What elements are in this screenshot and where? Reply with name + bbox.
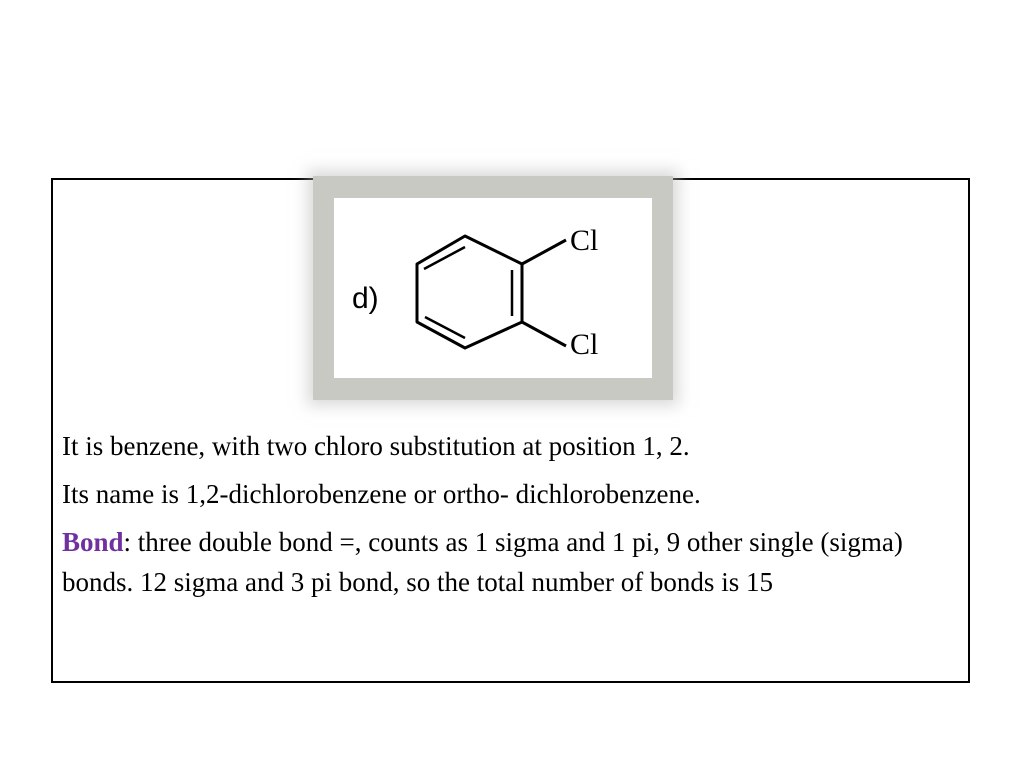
cl-top-label: Cl: [570, 224, 599, 257]
explanation-text: [62, 426, 966, 602]
structure-figure: [334, 198, 652, 378]
bond-paragraph: [62, 522, 966, 602]
figure-label: d): [352, 282, 379, 315]
double-bond-bottom-left: [425, 317, 465, 338]
benzene-ring: [417, 236, 522, 348]
bond-description: : three double bond =, counts as 1 sigma and 1 pi, 9 other single (sigma) bonds. 12 sigma and 3 pi bond, so the total number of bonds is 15: [62, 527, 903, 597]
dichlorobenzene-structure: [334, 198, 652, 378]
structure-figure-frame: [313, 176, 673, 400]
bond-to-cl-top: [522, 240, 566, 264]
description-line-2: Its name is 1,2-dichlorobenzene or ortho- dichlorobenzene.: [62, 479, 701, 509]
bond-term: Bond: [62, 527, 124, 557]
bond-to-cl-bottom: [522, 322, 566, 346]
description-line-1: It is benzene, with two chloro substitution at position 1, 2.: [62, 431, 690, 461]
cl-bottom-label: Cl: [570, 328, 599, 361]
